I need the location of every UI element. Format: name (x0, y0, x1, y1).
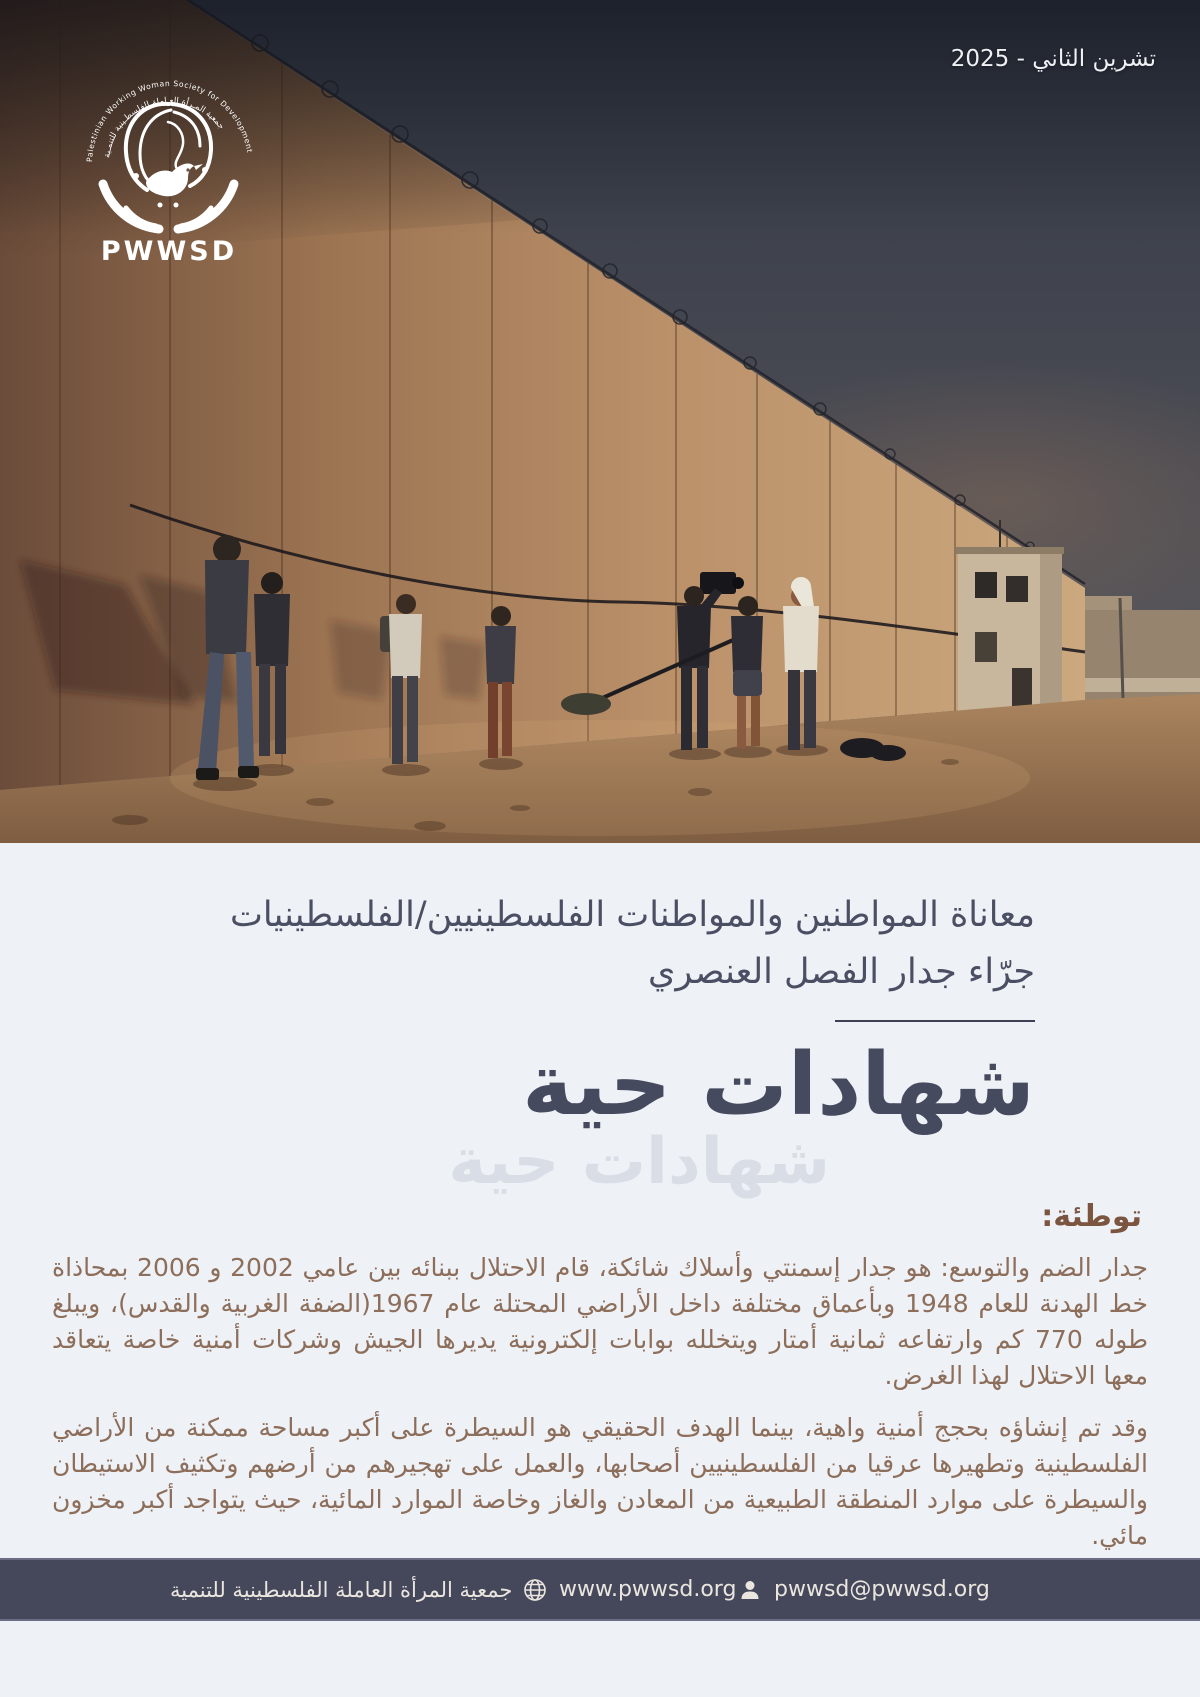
footer-website-text[interactable]: www.pwwsd.org (559, 1577, 737, 1602)
paragraph-2: وقد تم إنشاؤه بحجج أمنية واهية، بينما الهدف الحقيقي هو السيطرة على أكبر مساحة ممكنة من الأراضي الفلسطينية وتطهيرها عرقيا من الفلسطينيين أصحابها، والعمل على تهجيرهم من أرضهم وتكثيف الاستيطان والسيطرة على موارد المنطقة الطبيعية من المعادن والغاز وخاصة الموارد المائية، حيث يتواجد أكبر مخزون مائي. (52, 1412, 1148, 1550)
title-watermark: شهادات حية (448, 1125, 830, 1199)
footer-org-text: جمعية المرأة العاملة الفلسطينية للتنمية (170, 1577, 513, 1602)
logo-acronym: PWWSD (100, 236, 238, 267)
globe-icon (523, 1578, 547, 1602)
person-icon (738, 1578, 762, 1602)
pwwsd-logo (72, 64, 266, 272)
headline-line2: جرّاء جدار الفصل العنصري (648, 951, 1035, 992)
content-section (0, 843, 1200, 1558)
logo-woman-face (168, 122, 183, 170)
building-window (1006, 576, 1028, 602)
footer-email-text[interactable]: pwwsd@pwwsd.org (774, 1577, 990, 1602)
building (956, 520, 1064, 712)
footer-org-name (170, 1560, 512, 1619)
building-window (975, 632, 997, 662)
logo-circular-text-ar: جمعية المـرأة العـاملة الفلسطـينية للتنمـية (102, 96, 227, 159)
footer-email[interactable] (738, 1560, 990, 1619)
paragraph-1: جدار الضم والتوسع: هو جدار إسمنتي وأسلاك شائكة، قام الاحتلال ببنائه بين عامي 2002 و 2006 بمحاذاة خط الهدنة للعام 1948 وبأعماق مختلفة داخل الأراضي المحتلة عام 1967(الضفة الغربية والقدس)، ويبلغ طوله 770 كم وارتفاعه ثمانية أمتار ويتخلله بوابات إلكترونية يديرها الجيش وشركات أمنية خاصة يتعاقد معها الاحتلال لهذا الغرض. (52, 1252, 1149, 1390)
footer-website[interactable] (523, 1560, 736, 1619)
title-divider (835, 1020, 1035, 1022)
ground-light (170, 720, 1030, 836)
headline (165, 887, 1035, 1000)
headline-line1: معاناة المواطنين والمواطنات الفلسطينيين/الفلسطينيات (229, 895, 1035, 935)
building-window (975, 572, 997, 598)
page-title: شهادات حية (522, 1035, 1035, 1136)
hero-photo-section (0, 0, 1200, 843)
section-heading: توطئة: (1041, 1198, 1142, 1234)
logo-circular-text-en: Palestinian Working Woman Society for Development (84, 78, 255, 163)
issue-date: تشرين الثاني - 2025 (950, 46, 1156, 72)
footer-bar (0, 1558, 1200, 1621)
